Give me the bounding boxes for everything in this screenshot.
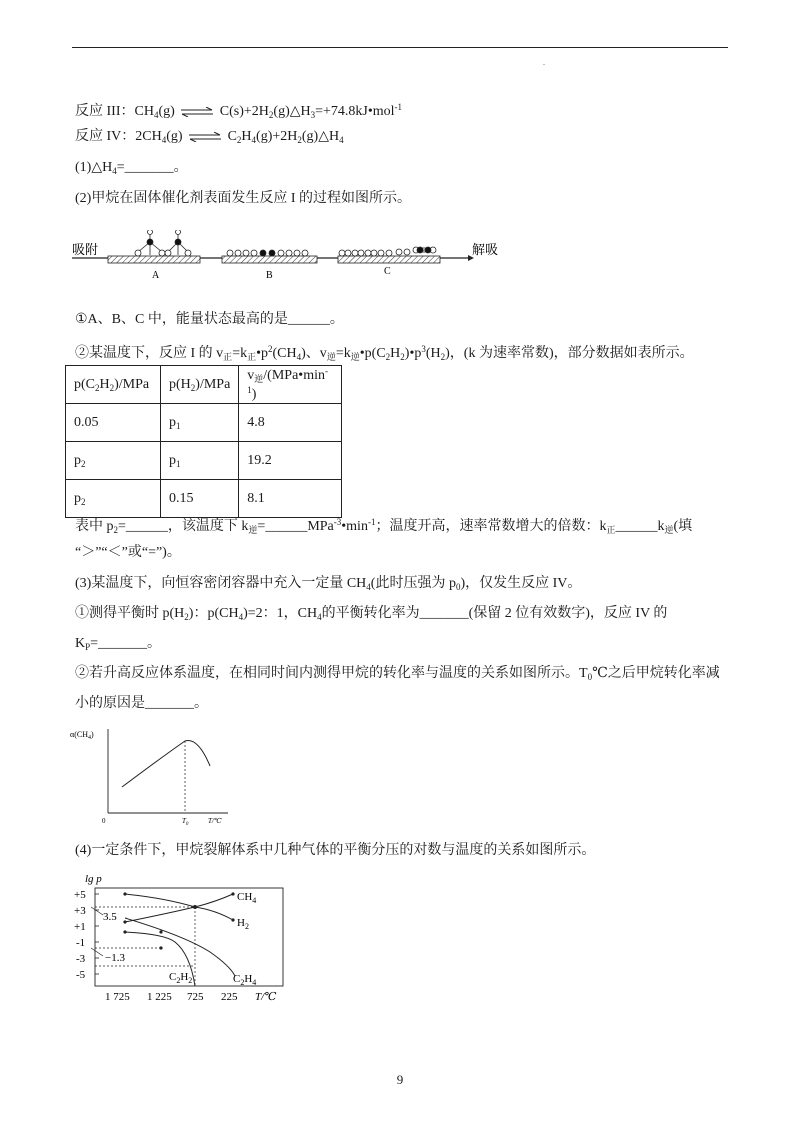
table-cell: 0.15 (161, 480, 239, 518)
table-row (66, 442, 342, 480)
fig3-ytick: -5 (76, 969, 86, 981)
fig3-xtick: 725 (187, 991, 204, 1003)
fig3-annotation-3.5: 3.5 (103, 911, 117, 923)
reaction-4-label: 反应 IV： (75, 129, 136, 144)
desorb-label: 解吸 (472, 242, 499, 257)
equilibrium-arrow-icon (188, 132, 222, 142)
table-row (66, 404, 342, 442)
question-4-intro: (4)一定条件下，甲烷裂解体系中几种气体的平衡分压的对数与温度的关系如图所示。 (75, 843, 596, 858)
fig3-ylabel: lg p (85, 873, 102, 885)
question-3-sub-2-cont: 小的原因是_______。 (75, 696, 208, 711)
conversion-curve (122, 741, 210, 787)
question-3-intro: (3)某温度下，向恒容密闭容器中充入一定量 $CH_4$(此时压强为 $p_0$)，仅发生反应 IV。 (75, 576, 582, 592)
fig3-ytick: +3 (74, 905, 86, 917)
question-1: $(1)\triangle H_4=\_\_\_\_\_\_\_$。 (75, 160, 188, 176)
table-cell: $p_2$ (66, 442, 161, 480)
fig3-xtick: 225 (221, 991, 238, 1003)
adsorb-label: 吸附 (72, 242, 99, 257)
partial-pressure-figure (65, 870, 310, 1005)
fig3-ytick: -1 (76, 937, 86, 949)
question-3-sub-1: ①测得平衡时 $p(H_2)$：$p(CH_4)=2$：1，$CH_4$的平衡转化率为_______(保留 2 位有效数字)，反应 IV 的 (75, 606, 668, 622)
reaction-3-line: 反应 III：$CH_4(g)$ $C(s)+2H_2(g)\triangle H_3=+74.8kJ•mol^{-1}$ (75, 102, 403, 120)
conversion-temperature-figure (70, 725, 240, 830)
fig2-xlabel: T/℃ (208, 817, 222, 825)
adsorption-process-figure (70, 230, 500, 282)
c2h4-label: $C_2H_4$ (233, 973, 257, 987)
fig3-ytick: -3 (76, 953, 86, 965)
question-3-sub-2: ②若升高反应体系温度，在相同时间内测得甲烷的转化率与温度的关系如图所示。$T_0℃$之后甲烷转化率减 (75, 666, 720, 682)
fig3-xlabel: T/℃ (255, 991, 277, 1003)
ch4-curve (125, 894, 233, 907)
catalyst-surface-b (222, 256, 317, 263)
page-number: 9 (396, 1072, 404, 1087)
table-cell: 0.05 (66, 404, 161, 442)
table-cell: $p_2$ (66, 480, 161, 518)
label-b: B (266, 270, 273, 281)
label-a: A (152, 270, 160, 281)
h2-label: $H_2$ (237, 917, 249, 931)
catalyst-surface-a (108, 256, 200, 263)
equilibrium-arrow-icon (180, 107, 214, 117)
methane-molecule-icon (135, 230, 165, 256)
header-mark: . (543, 58, 545, 67)
h2-curve (125, 907, 233, 922)
fig3-annotation-minus-1.3: −1.3 (105, 952, 125, 964)
fig3-xtick: 1 725 (105, 991, 130, 1003)
question-3-sub-1-kp: $K_P=\_\_\_\_\_\_\_$。 (75, 636, 162, 652)
reaction-3-label: 反应 III： (75, 104, 135, 119)
c2h2-label: $C_2H_2$ (169, 971, 193, 985)
table-header-row (66, 366, 342, 404)
dissociated-atoms-icon (227, 250, 308, 256)
fig3-ytick: +1 (74, 921, 86, 933)
table-header: $v_逆/(MPa•\min^{-1})$ (239, 366, 342, 404)
ch4-label: $CH_4$ (237, 891, 257, 905)
question-2-sub-1: ①A、B、C 中，能量状态最高的是______。 (75, 312, 344, 327)
catalyst-surface-c (338, 256, 440, 263)
question-2-intro: (2)甲烷在固体催化剂表面发生反应 I 的过程如图所示。 (75, 191, 411, 206)
table-question-line: 表中 $p_2=\_\_\_\_\_\_$，该温度下 $k_逆=\_\_\_\_\_\_MPa^{-3}•\min^{-1}$；温度开高，速率常数增大的倍数：$k_正\_\_\_\_\_\_k_逆$(填 (75, 517, 693, 535)
table-header: $p(H_2)$/MPa (161, 366, 239, 404)
reaction-4-line: 反应 IV：$2CH_4(g)$ $C_2H_4(g)+2H_2(g)\triangle H_4$ (75, 129, 344, 145)
fig3-ytick: +5 (74, 889, 86, 901)
label-c: C (384, 266, 391, 277)
table-cell: 4.8 (239, 404, 342, 442)
header-rule (72, 47, 728, 48)
methane-molecule-icon (165, 230, 191, 256)
fig3-xtick: 1 225 (147, 991, 172, 1003)
table-header: $p(C_2H_2)$/MPa (66, 366, 161, 404)
fig2-ylabel: $\alpha(CH_4)$ (70, 730, 94, 741)
fig2-t0: $T_0$ (182, 817, 189, 827)
table-cell: 8.1 (239, 480, 342, 518)
table-question-options: “＞”“＜”或“=”)。 (75, 545, 181, 560)
rate-data-table (65, 365, 342, 518)
fig2-origin: 0 (102, 817, 106, 825)
table-cell: 19.2 (239, 442, 342, 480)
table-cell: $p_1$ (161, 404, 239, 442)
question-2-sub-2: ②某温度下，反应 I 的 $v_正=k_正•p^2(CH_4)$、$v_逆=k_逆•p(C_2H_2)•p^3(H_2)$，(k 为速率常数)，部分数据如表所示。 (75, 344, 694, 362)
table-cell: $p_1$ (161, 442, 239, 480)
